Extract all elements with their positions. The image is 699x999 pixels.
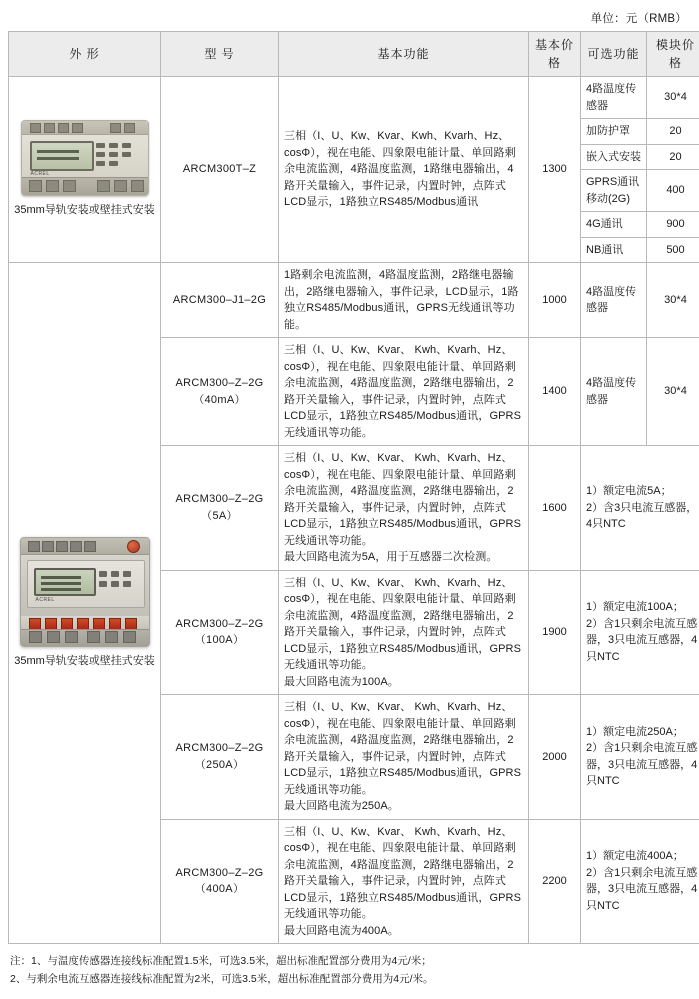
header-base-price: 基本价格 — [529, 32, 581, 77]
module-price-cell: 400 — [647, 170, 699, 212]
base-price-cell: 2200 — [529, 819, 581, 944]
base-price-cell: 2000 — [529, 695, 581, 820]
table-header-row — [9, 32, 699, 77]
option-cell: 4路温度传感器 — [581, 338, 647, 446]
model-cell: ARCM300–Z–2G （250A） — [161, 695, 279, 820]
device-image-arcm300t: ACREL — [21, 120, 149, 196]
model-cell: ARCM300–Z–2G （400A） — [161, 819, 279, 944]
option-cell: 嵌入式安装 — [581, 144, 647, 170]
shape-caption-group2: 35mm导轨安装或壁挂式安装 — [14, 653, 155, 670]
module-price-cell: 900 — [647, 212, 699, 238]
base-price-cell: 1600 — [529, 446, 581, 571]
footnote-2: 2、与剩余电流互感器连接线标准配置为2米，可选3.5米，超出标准配置部分费用为4元/米。 — [10, 970, 691, 988]
model-cell: ARCM300–Z–2G （5A） — [161, 446, 279, 571]
module-price-cell: 30*4 — [647, 77, 699, 119]
table-row — [9, 263, 699, 338]
function-cell: 三相（I、U、Kw、Kvar、 Kwh、Kvarh、Hz、cosΦ），视在电能、四象限电能计量、单回路剩余电流监测，4路温度监测，2路继电器输出，2路开关量输入，事件记录，内置时钟，点阵式LCD显示，1路独立RS485/Modbus通讯，GPRS无线通讯等功能。 最大回路电流为250A。 — [279, 695, 529, 820]
header-function: 基本功能 — [279, 32, 529, 77]
unit-note: 单位：元（RMB） — [8, 6, 691, 31]
base-price-cell: 1400 — [529, 338, 581, 446]
shape-cell-group1 — [9, 77, 161, 263]
model-cell: ARCM300–J1–2G — [161, 263, 279, 338]
product-price-table — [8, 31, 699, 944]
header-model: 型 号 — [161, 32, 279, 77]
function-cell: 三相（I、U、Kw、Kvar、 Kwh、Kvarh、Hz、cosΦ），视在电能、四象限电能计量、单回路剩余电流监测，4路温度监测，2路继电器输出，2路开关量输入，事件记录，内置时钟，点阵式LCD显示，1路独立RS485/Modbus通讯，GPRS无线通讯等功能。 最大回路电流为100A。 — [279, 570, 529, 695]
footnotes — [8, 952, 691, 989]
module-price-cell: 500 — [647, 237, 699, 263]
option-cell: 1）额定电流400A； 2）含1只剩余电流互感器，3只电流互感器，4只NTC — [581, 819, 699, 944]
footnote-1: 注：1、与温度传感器连接线标准配置1.5米，可选3.5米，超出标准配置部分费用为4元/米； — [10, 952, 691, 970]
option-cell: 加防护罩 — [581, 119, 647, 145]
option-cell: NB通讯 — [581, 237, 647, 263]
header-module-price: 模块价格 — [647, 32, 699, 77]
header-shape: 外 形 — [9, 32, 161, 77]
function-cell: 三相（I、U、Kw、Kvar、 Kwh、Kvarh、Hz、cosΦ），视在电能、四象限电能计量、单回路剩余电流监测，4路温度监测，2路继电器输出，2路开关量输入，事件记录，内置时钟，点阵式LCD显示，1路独立RS485/Modbus通讯，GPRS无线通讯等功能。 最大回路电流为400A。 — [279, 819, 529, 944]
model-cell: ARCM300–Z–2G （100A） — [161, 570, 279, 695]
option-cell: 1）额定电流5A； 2）含3只电流互感器，4只NTC — [581, 446, 699, 571]
model-cell: ARCM300T–Z — [161, 77, 279, 263]
model-cell: ARCM300–Z–2G （40mA） — [161, 338, 279, 446]
module-price-cell: 20 — [647, 144, 699, 170]
option-cell: 4路温度传感器 — [581, 263, 647, 338]
shape-caption-group1: 35mm导轨安装或壁挂式安装 — [14, 202, 155, 219]
option-cell: 1）额定电流250A； 2）含1只剩余电流互感器，3只电流互感器，4只NTC — [581, 695, 699, 820]
module-price-cell: 30*4 — [647, 338, 699, 446]
module-price-cell: 20 — [647, 119, 699, 145]
option-cell: 1）额定电流100A； 2）含1只剩余电流互感器，3只电流互感器，4只NTC — [581, 570, 699, 695]
base-price-cell: 1300 — [529, 77, 581, 263]
option-cell: 4路温度传感器 — [581, 77, 647, 119]
option-cell: GPRS通讯移动(2G) — [581, 170, 647, 212]
function-cell: 三相（I、U、Kw、Kvar、Kwh、Kvarh、Hz、cosΦ），视在电能、四象限电能计量、单回路剩余电流监测，4路温度监测，1路继电器输出，4路开关量输入，事件记录，内置时钟，点阵式LCD显示，1路独立RS485/Modbus通讯 — [279, 77, 529, 263]
option-cell: 4G通讯 — [581, 212, 647, 238]
shape-cell-group2 — [9, 263, 161, 944]
function-cell: 三相（I、U、Kw、Kvar、 Kwh、Kvarh、Hz、cosΦ），视在电能、四象限电能计量、单回路剩余电流监测，4路温度监测，2路继电器输出，2路开关量输入，事件记录，内置时钟，点阵式LCD显示，1路独立RS485/Modbus通讯，GPRS无线通讯等功能。 最大回路电流为5A，用于互感器二次检测。 — [279, 446, 529, 571]
function-cell: 三相（I、U、Kw、Kvar、 Kwh、Kvarh、Hz、cosΦ），视在电能、四象限电能计量、单回路剩余电流监测，4路温度监测，2路继电器输出，2路开关量输入，事件记录，内置时钟，点阵式LCD显示，1路独立RS485/Modbus通讯，GPRS无线通讯等功能。 — [279, 338, 529, 446]
base-price-cell: 1000 — [529, 263, 581, 338]
function-cell: 1路剩余电流监测，4路温度监测，2路继电器输出，2路继电器输入，事件记录，LCD显示，1路独立RS485/Modbus通讯，GPRS无线通讯等功能。 — [279, 263, 529, 338]
table-row — [9, 77, 699, 119]
base-price-cell: 1900 — [529, 570, 581, 695]
header-option: 可选功能 — [581, 32, 647, 77]
module-price-cell: 30*4 — [647, 263, 699, 338]
device-image-arcm300: ACREL — [20, 537, 150, 647]
